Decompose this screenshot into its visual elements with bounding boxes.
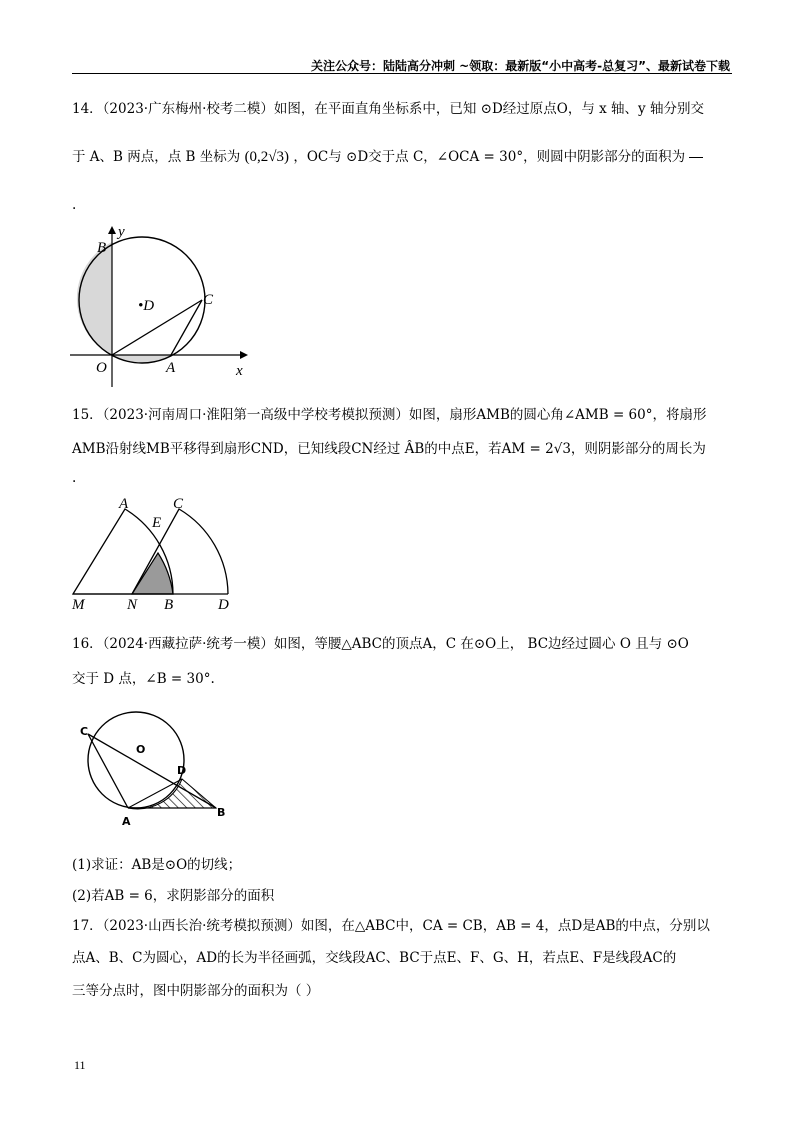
q14-y-arrow [108,226,116,234]
q14-label-c: C [203,292,214,308]
q14-segment-oc [112,300,202,355]
header-rule [72,73,732,74]
q17-line1: 17．（2023·山西长治·统考模拟预测）如图，在△ABC中，CA = CB，AB = 4，点D是AB的中点，分别以 [72,918,710,934]
q15-label-e: E [152,515,162,531]
q16-segment-cb [88,734,216,808]
q15-figure [68,492,248,612]
q14-figure [68,222,258,387]
q14-coord: (0,2√3) [244,149,290,165]
q14-line1: 14．（2023·广东梅州·校考二模）如图，在平面直角坐标系中，已知 ⊙D经过原点O，与 x 轴、y 轴分别交 [72,101,704,117]
q14-label-d: •D [138,298,155,314]
q16-sub1: (1)求证：AB是⊙O的切线； [72,857,242,873]
q15-label-c: C [173,496,184,512]
q14-label-o: O [96,360,107,376]
q16-line2: 交于 D 点，∠B = 30°. [72,671,215,687]
q15-label-a: A [119,496,129,512]
q14-answer-blank [689,157,703,158]
q16-figure [74,704,244,834]
q14-x-arrow [240,351,248,359]
q15-label-b: B [164,597,174,612]
q16-label-a: A [122,815,131,828]
q15-label-m: M [72,597,85,612]
q17-line2: 点A、B、C为圆心，AD的长为半径画弧，交线段AC、BC于点E、F、G、H，若点E、F是线段AC的 [72,950,677,966]
q14-line2 [72,145,703,166]
q14-label-b: B [97,240,107,256]
q14-line2-end: ，OC与 ⊙D交于点 C，∠OCA = 30°，则圆中阴影部分的面积为 [293,149,686,165]
q15-label-d: D [218,597,229,612]
page-header: 关注公众号：陆陆高分冲刺 ~领取：最新版“小中高考-总复习”、最新试卷下载 [311,59,730,73]
q14-line3: . [72,197,77,213]
q15-line1: 15．（2023·河南周口·淮阳第一高级中学校考模拟预测）如图，扇形AMB的圆心角∠AMB = 60°，将扇形 [72,407,707,423]
q14-line2-start: 于 A、B 两点，点 B 坐标为 [72,149,241,165]
q16-label-d: D [177,764,187,777]
q15-line2: AMB沿射线MB平移得到扇形CND，已知线段CN经过 ÂB的中点E，若AM = 2√3，则阴影部分的周长为 [72,441,706,457]
q16-label-c: C [80,725,89,738]
q16-label-b: B [217,806,226,819]
q14-label-y: y [118,224,125,240]
q14-label-a: A [166,360,176,376]
q15-line3: . [72,470,77,486]
q16-label-o: O [136,743,146,756]
q15-label-n: N [127,597,138,612]
q14-label-x: x [236,363,243,379]
q16-hatched-region [128,779,216,809]
q16-sub2: (2)若AB = 6，求阴影部分的面积 [72,888,275,904]
q17-line3: 三等分点时，图中阴影部分的面积为（ ） [72,983,320,999]
page-number: 11 [74,1058,86,1072]
q16-line1: 16．（2024·西藏拉萨·统考一模）如图，等腰△ABC的顶点A，C 在⊙O上， BC边经过圆心 O 且与 ⊙O [72,636,689,652]
q14-segment-ca [171,300,202,355]
